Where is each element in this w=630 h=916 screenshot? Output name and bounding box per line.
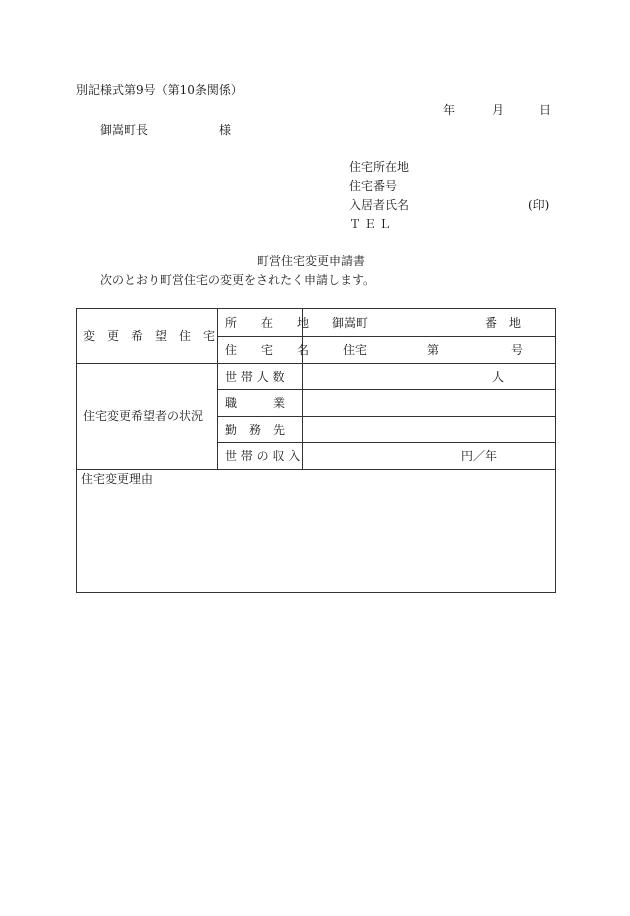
workplace-label: 勤 務 先: [225, 423, 286, 437]
row-divider: [217, 442, 556, 443]
row-divider: [217, 389, 556, 390]
addressee-name: 御嵩町長: [100, 123, 149, 137]
addressee-honorific: 様: [219, 123, 232, 137]
date-day-label: 日: [539, 103, 552, 117]
location-town: 御嵩町: [332, 316, 369, 330]
house-prefix: 住宅: [343, 343, 368, 357]
column-divider: [217, 309, 218, 469]
seal-mark: (印): [528, 198, 550, 212]
applicant-tel-label: ＴＥＬ: [349, 217, 395, 231]
row-divider: [217, 336, 556, 337]
row-divider: [77, 469, 556, 470]
applicant-status-header: 住宅変更希望者の状況: [83, 409, 204, 423]
form-number: 別記様式第9号（第10条関係）: [76, 83, 243, 97]
income-unit: 円／年: [461, 449, 498, 463]
household-size-label: 世 帯 人 数: [225, 370, 285, 384]
location-label: 所 在 地: [225, 316, 310, 330]
occupation-label: 職 業: [225, 396, 286, 410]
change-reason-label: 住宅変更理由: [81, 472, 154, 486]
house-name-label: 住 宅 名: [225, 343, 310, 357]
row-divider: [77, 363, 556, 364]
intro-text: 次のとおり町営住宅の変更をされたく申請します。: [100, 273, 376, 287]
household-unit: 人: [492, 370, 505, 384]
applicant-number-label: 住宅番号: [349, 179, 398, 193]
location-suffix: 番 地: [485, 316, 522, 330]
column-divider: [302, 309, 303, 469]
house-go: 号: [511, 343, 524, 357]
applicant-address-label: 住宅所在地: [349, 160, 410, 174]
desired-house-header: 変 更 希 望 住 宅: [83, 329, 216, 343]
date-year-label: 年: [443, 103, 456, 117]
house-dai: 第: [427, 343, 440, 357]
document-title: 町営住宅変更申請書: [257, 254, 366, 268]
application-form-table: [76, 308, 556, 593]
row-divider: [217, 416, 556, 417]
applicant-name-label: 入居者氏名: [349, 198, 410, 212]
date-month-label: 月: [492, 103, 505, 117]
household-income-label: 世 帯 の 収 入: [225, 449, 301, 463]
